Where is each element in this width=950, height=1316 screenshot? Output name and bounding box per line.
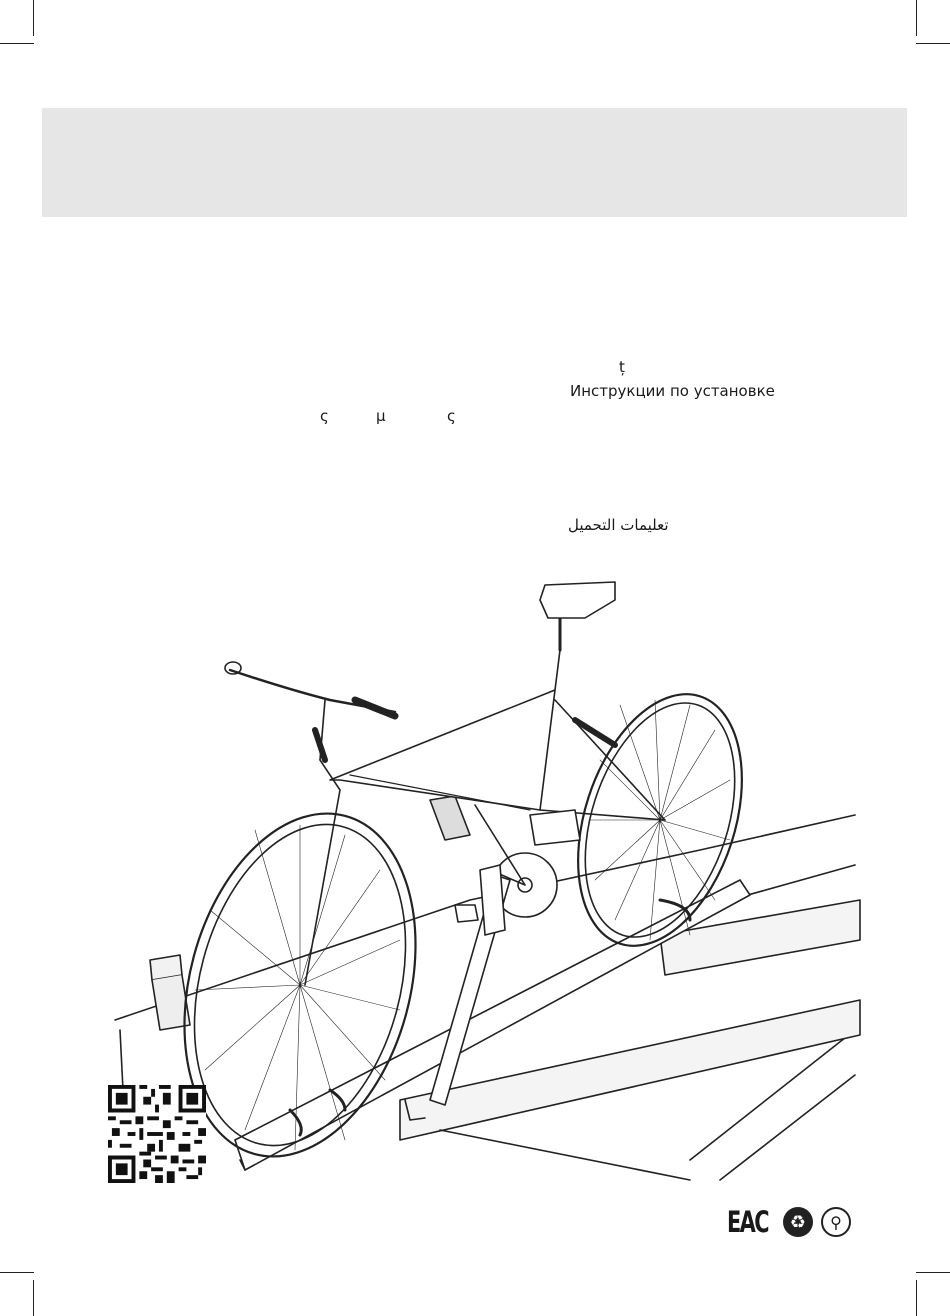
qr-code-icon <box>108 1085 206 1183</box>
recycle-icon: ♻ <box>783 1207 813 1237</box>
crop-mark <box>916 1272 950 1273</box>
crop-mark <box>33 0 34 36</box>
header-band <box>42 108 907 217</box>
instructions-ru: Инструкции по установке <box>570 382 775 400</box>
crop-mark <box>916 0 917 36</box>
dispose-bin-icon: ⚲ <box>821 1207 851 1237</box>
certification-marks <box>727 1205 851 1239</box>
crop-mark <box>0 1272 34 1273</box>
glyph-c1: ς <box>320 407 329 425</box>
glyph-t: ț <box>619 358 625 376</box>
crop-mark <box>0 43 34 44</box>
instructions-ar: تعليمات التحميل <box>568 516 669 534</box>
glyph-mu: μ <box>376 407 386 425</box>
crop-mark <box>33 1280 34 1316</box>
eac-mark: EAC <box>727 1205 768 1239</box>
crop-mark <box>916 43 950 44</box>
glyph-c2: ς <box>447 407 456 425</box>
crop-mark <box>916 1280 917 1316</box>
